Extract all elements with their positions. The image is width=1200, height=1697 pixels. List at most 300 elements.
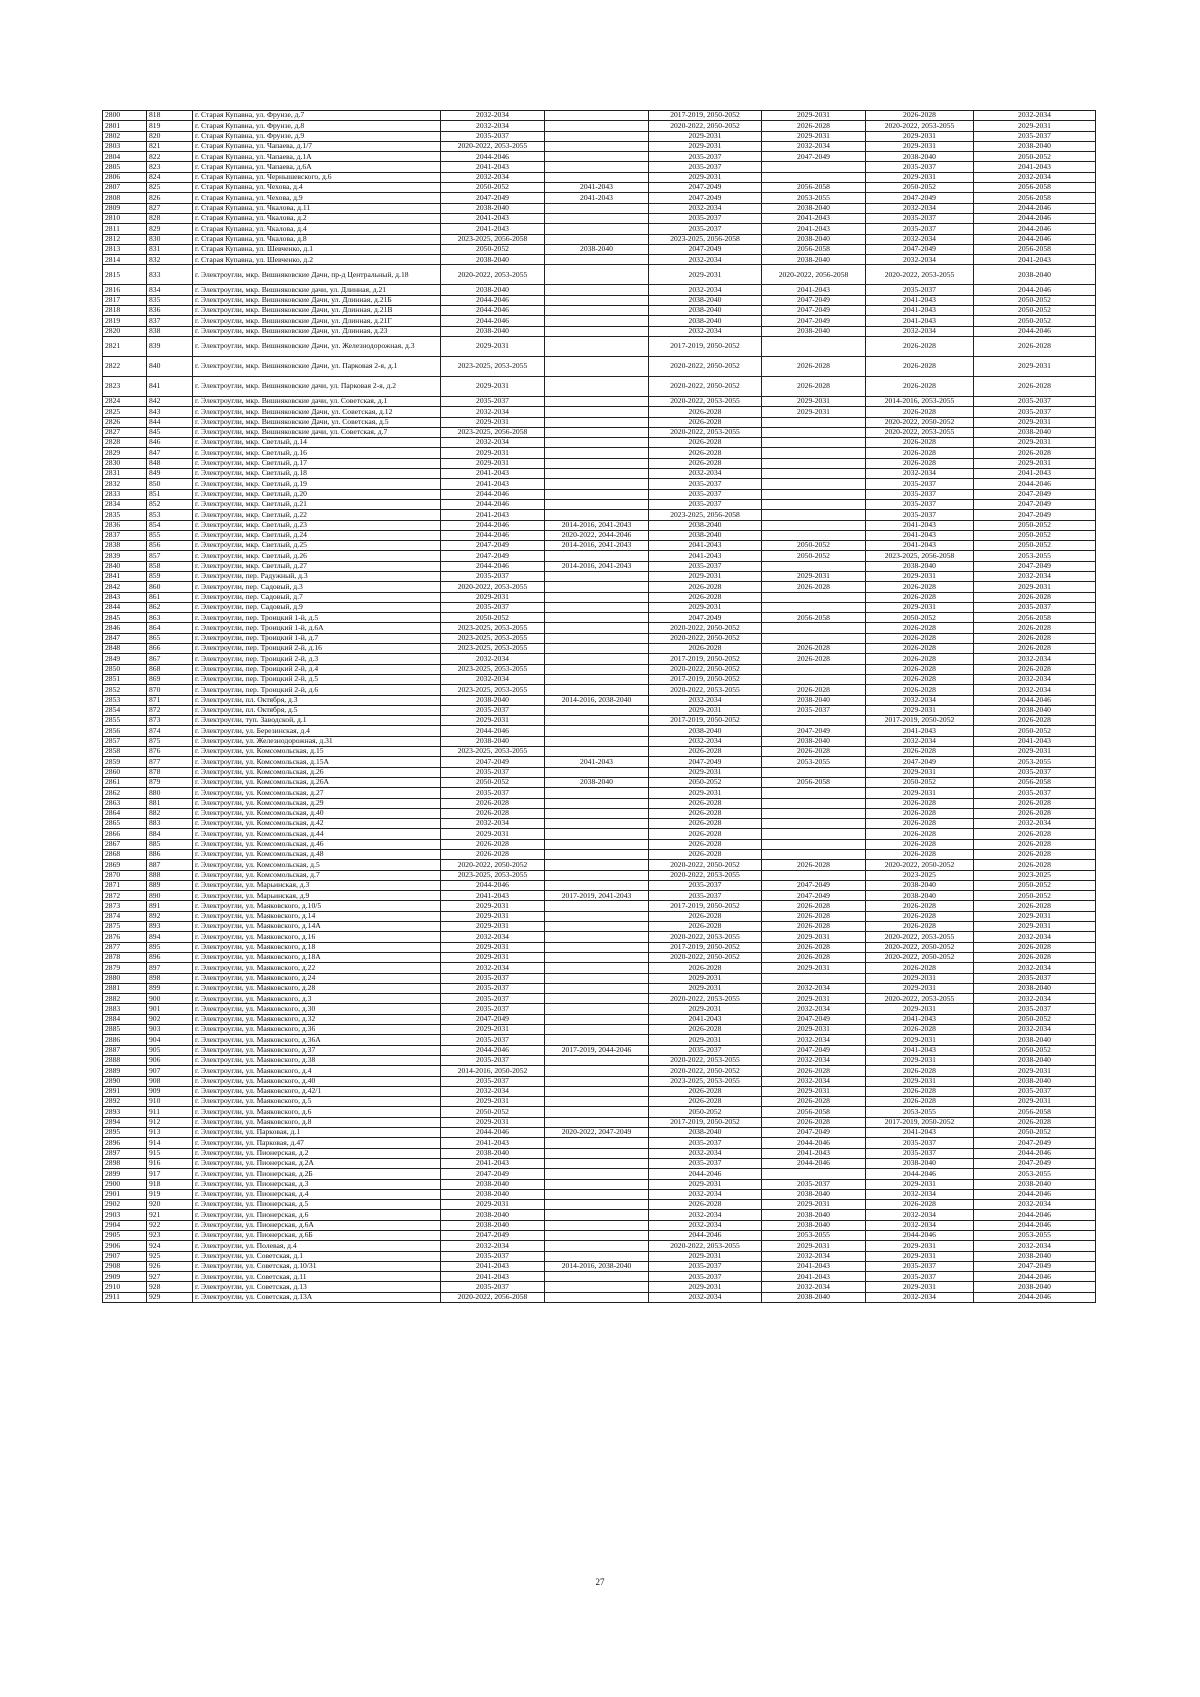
- period-6-cell: 2038-2040: [974, 1035, 1096, 1045]
- row-number-cell: 2808: [103, 193, 147, 203]
- period-1-cell: 2035-2037: [441, 994, 545, 1004]
- period-2-cell: [545, 162, 649, 172]
- period-6-cell: 2026-2028: [974, 901, 1096, 911]
- period-1-cell: 2020-2022, 2053-2055: [441, 265, 545, 285]
- period-5-cell: 2029-2031: [866, 1241, 974, 1251]
- period-4-cell: 2026-2028: [762, 644, 866, 654]
- item-number-cell: 915: [147, 1148, 193, 1158]
- table-row: [103, 427, 1096, 437]
- period-2-cell: [545, 808, 649, 818]
- period-3-cell: 2020-2022, 2053-2055: [649, 1241, 762, 1251]
- table-row: [103, 695, 1096, 705]
- period-5-cell: 2047-2049: [866, 757, 974, 767]
- period-2-cell: [545, 326, 649, 336]
- item-number-cell: 911: [147, 1107, 193, 1117]
- period-2-cell: [545, 121, 649, 131]
- period-6-cell: 2032-2034: [974, 1025, 1096, 1035]
- table-row: [103, 1004, 1096, 1014]
- row-number-cell: 2837: [103, 530, 147, 540]
- period-6-cell: 2047-2049: [974, 1138, 1096, 1148]
- period-6-cell: 2026-2028: [974, 623, 1096, 633]
- period-2-cell: [545, 1169, 649, 1179]
- period-1-cell: 2035-2037: [441, 767, 545, 777]
- period-4-cell: 2047-2049: [762, 891, 866, 901]
- address-cell: г. Электроугли, пер. Троицкий 2-й, д.6: [193, 685, 441, 695]
- period-3-cell: 2020-2022, 2053-2055: [649, 685, 762, 695]
- item-number-cell: 919: [147, 1189, 193, 1199]
- row-number-cell: 2865: [103, 819, 147, 829]
- period-3-cell: 2029-2031: [649, 1035, 762, 1045]
- row-number-cell: 2819: [103, 316, 147, 326]
- period-2-cell: [545, 685, 649, 695]
- address-cell: г. Электроугли, ул. Маяковского, д.18: [193, 942, 441, 952]
- period-4-cell: 2047-2049: [762, 306, 866, 316]
- address-cell: г. Электроугли, ул. Маяковского, д.30: [193, 1004, 441, 1014]
- period-5-cell: 2014-2016, 2053-2055: [866, 396, 974, 406]
- row-number-cell: 2829: [103, 448, 147, 458]
- period-2-cell: [545, 1117, 649, 1127]
- address-cell: г. Электроугли, мкр. Светлый, д.26: [193, 551, 441, 561]
- item-number-cell: 891: [147, 901, 193, 911]
- item-number-cell: 907: [147, 1066, 193, 1076]
- period-4-cell: 2029-2031: [762, 1241, 866, 1251]
- item-number-cell: 913: [147, 1128, 193, 1138]
- period-4-cell: 2056-2058: [762, 183, 866, 193]
- item-number-cell: 883: [147, 819, 193, 829]
- period-5-cell: 2026-2028: [866, 356, 974, 376]
- address-cell: г. Электроугли, ул. Марьинская, д.3: [193, 880, 441, 890]
- table-row: [103, 448, 1096, 458]
- table-row: [103, 417, 1096, 427]
- period-3-cell: 2023-2025, 2056-2058: [649, 510, 762, 520]
- period-6-cell: 2035-2037: [974, 407, 1096, 417]
- table-row: [103, 1086, 1096, 1096]
- period-2-cell: [545, 705, 649, 715]
- period-1-cell: 2035-2037: [441, 1004, 545, 1014]
- period-4-cell: 2032-2034: [762, 1035, 866, 1045]
- period-3-cell: 2023-2025, 2053-2055: [649, 1076, 762, 1086]
- period-3-cell: 2038-2040: [649, 1128, 762, 1138]
- period-1-cell: 2032-2034: [441, 111, 545, 121]
- table-row: [103, 880, 1096, 890]
- address-cell: г. Электроугли, ул. Комсомольская, д.48: [193, 850, 441, 860]
- address-cell: г. Электроугли, ул. Маяковского, д.10/5: [193, 901, 441, 911]
- period-3-cell: 2038-2040: [649, 726, 762, 736]
- address-cell: г. Электроугли, ул. Пионерская, д.6Б: [193, 1230, 441, 1240]
- period-6-cell: 2044-2046: [974, 1189, 1096, 1199]
- item-number-cell: 900: [147, 994, 193, 1004]
- period-3-cell: 2041-2043: [649, 541, 762, 551]
- period-4-cell: 2029-2031: [762, 131, 866, 141]
- period-1-cell: 2047-2049: [441, 541, 545, 551]
- address-cell: г. Электроугли, ул. Березинская, д.4: [193, 726, 441, 736]
- row-number-cell: 2897: [103, 1148, 147, 1158]
- item-number-cell: 870: [147, 685, 193, 695]
- period-1-cell: 2032-2034: [441, 932, 545, 942]
- period-6-cell: 2047-2049: [974, 489, 1096, 499]
- period-5-cell: 2026-2028: [866, 633, 974, 643]
- period-2-cell: [545, 356, 649, 376]
- period-4-cell: [762, 798, 866, 808]
- period-1-cell: 2038-2040: [441, 326, 545, 336]
- period-5-cell: 2041-2043: [866, 530, 974, 540]
- period-4-cell: [762, 427, 866, 437]
- period-6-cell: 2050-2052: [974, 520, 1096, 530]
- period-3-cell: 2035-2037: [649, 891, 762, 901]
- table-row: [103, 716, 1096, 726]
- period-1-cell: 2035-2037: [441, 973, 545, 983]
- period-4-cell: [762, 1169, 866, 1179]
- period-5-cell: 2020-2022, 2053-2055: [866, 994, 974, 1004]
- period-3-cell: 2020-2022, 2053-2055: [649, 1055, 762, 1065]
- table-row: [103, 798, 1096, 808]
- period-6-cell: 2035-2037: [974, 396, 1096, 406]
- period-1-cell: 2029-2031: [441, 716, 545, 726]
- period-2-cell: 2014-2016, 2038-2040: [545, 1261, 649, 1271]
- period-6-cell: 2038-2040: [974, 1251, 1096, 1261]
- period-1-cell: 2020-2022, 2056-2058: [441, 1292, 545, 1302]
- period-4-cell: 2026-2028: [762, 901, 866, 911]
- table-row: [103, 203, 1096, 213]
- table-row: [103, 819, 1096, 829]
- period-3-cell: 2029-2031: [649, 571, 762, 581]
- period-2-cell: 2014-2016, 2041-2043: [545, 541, 649, 551]
- row-number-cell: 2800: [103, 111, 147, 121]
- table-row: [103, 582, 1096, 592]
- period-3-cell: 2038-2040: [649, 316, 762, 326]
- address-cell: г. Электроугли, пер. Троицкий 2-й, д.16: [193, 644, 441, 654]
- period-3-cell: 2017-2019, 2050-2052: [649, 111, 762, 121]
- address-cell: г. Старая Купавна, ул. Чернышевского, д.6: [193, 172, 441, 182]
- item-number-cell: 845: [147, 427, 193, 437]
- row-number-cell: 2810: [103, 213, 147, 223]
- table-row: [103, 295, 1096, 305]
- item-number-cell: 923: [147, 1230, 193, 1240]
- period-1-cell: 2035-2037: [441, 1282, 545, 1292]
- period-1-cell: 2044-2046: [441, 499, 545, 509]
- period-3-cell: 2029-2031: [649, 141, 762, 151]
- period-5-cell: 2029-2031: [866, 1179, 974, 1189]
- period-3-cell: 2026-2028: [649, 839, 762, 849]
- address-cell: г. Электроугли, ул. Маяковского, д.14А: [193, 922, 441, 932]
- period-1-cell: 2029-2031: [441, 592, 545, 602]
- period-6-cell: 2035-2037: [974, 973, 1096, 983]
- table-row: [103, 326, 1096, 336]
- table-row: [103, 1179, 1096, 1189]
- table-row: [103, 1117, 1096, 1127]
- table-row: [103, 973, 1096, 983]
- period-5-cell: 2026-2028: [866, 1066, 974, 1076]
- item-number-cell: 831: [147, 244, 193, 254]
- table-row: [103, 839, 1096, 849]
- period-6-cell: 2029-2031: [974, 438, 1096, 448]
- period-6-cell: 2026-2028: [974, 829, 1096, 839]
- period-1-cell: 2029-2031: [441, 942, 545, 952]
- row-number-cell: 2886: [103, 1035, 147, 1045]
- item-number-cell: 854: [147, 520, 193, 530]
- item-number-cell: 824: [147, 172, 193, 182]
- address-cell: г. Старая Купавна, ул. Фрунзе, д.7: [193, 111, 441, 121]
- period-4-cell: 2038-2040: [762, 1210, 866, 1220]
- period-5-cell: 2050-2052: [866, 183, 974, 193]
- period-1-cell: 2023-2025, 2053-2055: [441, 623, 545, 633]
- period-4-cell: [762, 602, 866, 612]
- table-row: [103, 788, 1096, 798]
- period-5-cell: 2035-2037: [866, 162, 974, 172]
- item-number-cell: 889: [147, 880, 193, 890]
- period-5-cell: 2026-2028: [866, 644, 974, 654]
- period-2-cell: [545, 880, 649, 890]
- table-row: [103, 172, 1096, 182]
- period-5-cell: 2026-2028: [866, 850, 974, 860]
- period-2-cell: [545, 1138, 649, 1148]
- period-4-cell: 2047-2049: [762, 880, 866, 890]
- period-3-cell: 2035-2037: [649, 162, 762, 172]
- period-6-cell: 2044-2046: [974, 224, 1096, 234]
- period-6-cell: 2029-2031: [974, 417, 1096, 427]
- row-number-cell: 2905: [103, 1230, 147, 1240]
- period-4-cell: 2029-2031: [762, 1200, 866, 1210]
- period-5-cell: 2029-2031: [866, 983, 974, 993]
- period-6-cell: 2026-2028: [974, 633, 1096, 643]
- table-row: [103, 458, 1096, 468]
- address-cell: г. Электроугли, мкр. Вишняковские Дачи, ул. Длинная, д.21Г: [193, 316, 441, 326]
- period-2-cell: [545, 674, 649, 684]
- address-cell: г. Старая Купавна, ул. Чкалова, д.8: [193, 234, 441, 244]
- row-number-cell: 2821: [103, 336, 147, 356]
- period-2-cell: [545, 726, 649, 736]
- table-row: [103, 850, 1096, 860]
- period-3-cell: 2017-2019, 2050-2052: [649, 674, 762, 684]
- period-6-cell: 2047-2049: [974, 510, 1096, 520]
- period-5-cell: 2026-2028: [866, 407, 974, 417]
- item-number-cell: 873: [147, 716, 193, 726]
- period-5-cell: 2035-2037: [866, 1148, 974, 1158]
- item-number-cell: 820: [147, 131, 193, 141]
- period-1-cell: 2023-2025, 2053-2055: [441, 747, 545, 757]
- period-2-cell: [545, 316, 649, 326]
- period-6-cell: 2035-2037: [974, 1086, 1096, 1096]
- period-5-cell: 2038-2040: [866, 152, 974, 162]
- period-2-cell: 2017-2019, 2044-2046: [545, 1045, 649, 1055]
- period-6-cell: 2041-2043: [974, 162, 1096, 172]
- address-cell: г. Электроугли, ул. Комсомольская, д.26: [193, 767, 441, 777]
- table-row: [103, 1189, 1096, 1199]
- period-2-cell: [545, 438, 649, 448]
- row-number-cell: 2864: [103, 808, 147, 818]
- period-4-cell: 2020-2022, 2056-2058: [762, 265, 866, 285]
- item-number-cell: 878: [147, 767, 193, 777]
- address-cell: г. Электроугли, мкр. Вишняковские Дачи, ул. Длинная, д.21В: [193, 306, 441, 316]
- table-row: [103, 654, 1096, 664]
- period-2-cell: [545, 458, 649, 468]
- table-row: [103, 162, 1096, 172]
- period-5-cell: 2032-2034: [866, 234, 974, 244]
- period-5-cell: 2029-2031: [866, 1004, 974, 1014]
- period-5-cell: 2029-2031: [866, 973, 974, 983]
- item-number-cell: 862: [147, 602, 193, 612]
- period-5-cell: 2029-2031: [866, 141, 974, 151]
- table-row: [103, 932, 1096, 942]
- period-1-cell: 2050-2052: [441, 1107, 545, 1117]
- item-number-cell: 885: [147, 839, 193, 849]
- period-4-cell: 2047-2049: [762, 726, 866, 736]
- address-cell: г. Электроугли, туп. Заводской, д.1: [193, 716, 441, 726]
- period-2-cell: [545, 111, 649, 121]
- period-5-cell: 2041-2043: [866, 541, 974, 551]
- period-2-cell: [545, 994, 649, 1004]
- address-cell: г. Электроугли, ул. Маяковского, д.8: [193, 1117, 441, 1127]
- period-5-cell: 2026-2028: [866, 664, 974, 674]
- item-number-cell: 825: [147, 183, 193, 193]
- item-number-cell: 917: [147, 1169, 193, 1179]
- period-5-cell: 2029-2031: [866, 1076, 974, 1086]
- table-row: [103, 726, 1096, 736]
- period-2-cell: 2038-2040: [545, 244, 649, 254]
- period-4-cell: 2053-2055: [762, 193, 866, 203]
- row-number-cell: 2907: [103, 1251, 147, 1261]
- period-1-cell: 2014-2016, 2050-2052: [441, 1066, 545, 1076]
- period-1-cell: 2035-2037: [441, 396, 545, 406]
- period-2-cell: [545, 510, 649, 520]
- period-3-cell: 2020-2022, 2050-2052: [649, 623, 762, 633]
- period-5-cell: 2026-2028: [866, 582, 974, 592]
- period-6-cell: 2026-2028: [974, 850, 1096, 860]
- period-4-cell: 2026-2028: [762, 582, 866, 592]
- table-row: [103, 870, 1096, 880]
- period-2-cell: 2017-2019, 2041-2043: [545, 891, 649, 901]
- item-number-cell: 839: [147, 336, 193, 356]
- period-3-cell: 2032-2034: [649, 285, 762, 295]
- period-4-cell: 2056-2058: [762, 613, 866, 623]
- period-1-cell: 2047-2049: [441, 193, 545, 203]
- address-cell: г. Электроугли, ул. Маяковского, д.18А: [193, 952, 441, 962]
- period-1-cell: 2044-2046: [441, 561, 545, 571]
- table-row: [103, 1292, 1096, 1302]
- period-5-cell: 2041-2043: [866, 1014, 974, 1024]
- period-6-cell: 2026-2028: [974, 798, 1096, 808]
- table-row: [103, 623, 1096, 633]
- period-6-cell: 2044-2046: [974, 203, 1096, 213]
- period-6-cell: 2035-2037: [974, 131, 1096, 141]
- period-2-cell: [545, 644, 649, 654]
- item-number-cell: 892: [147, 911, 193, 921]
- address-cell: г. Электроугли, пер. Троицкий 2-й, д.3: [193, 654, 441, 664]
- period-2-cell: [545, 1272, 649, 1282]
- period-1-cell: 2032-2034: [441, 407, 545, 417]
- address-cell: г. Электроугли, мкр. Светлый, д.18: [193, 469, 441, 479]
- period-2-cell: [545, 1292, 649, 1302]
- period-4-cell: 2038-2040: [762, 1220, 866, 1230]
- period-6-cell: 2050-2052: [974, 530, 1096, 540]
- address-cell: г. Электроугли, ул. Советская, д.13: [193, 1282, 441, 1292]
- period-6-cell: 2029-2031: [974, 747, 1096, 757]
- period-5-cell: 2026-2028: [866, 911, 974, 921]
- row-number-cell: 2872: [103, 891, 147, 901]
- address-cell: г. Электроугли, мкр. Вишняковские Дачи, ул. Длинная, д.21Б: [193, 295, 441, 305]
- period-1-cell: 2041-2043: [441, 162, 545, 172]
- period-4-cell: 2047-2049: [762, 152, 866, 162]
- address-cell: г. Электроугли, мкр. Светлый, д.27: [193, 561, 441, 571]
- period-4-cell: 2026-2028: [762, 356, 866, 376]
- item-number-cell: 914: [147, 1138, 193, 1148]
- period-3-cell: 2026-2028: [649, 922, 762, 932]
- table-row: [103, 121, 1096, 131]
- period-3-cell: 2029-2031: [649, 602, 762, 612]
- period-1-cell: 2044-2046: [441, 316, 545, 326]
- period-4-cell: 2032-2034: [762, 1004, 866, 1014]
- period-3-cell: 2029-2031: [649, 705, 762, 715]
- table-row: [103, 1230, 1096, 1240]
- period-3-cell: 2020-2022, 2050-2052: [649, 952, 762, 962]
- row-number-cell: 2822: [103, 356, 147, 376]
- period-4-cell: 2038-2040: [762, 234, 866, 244]
- period-6-cell: 2053-2055: [974, 551, 1096, 561]
- period-5-cell: 2026-2028: [866, 438, 974, 448]
- period-2-cell: [545, 469, 649, 479]
- period-4-cell: [762, 479, 866, 489]
- period-6-cell: 2038-2040: [974, 1179, 1096, 1189]
- period-5-cell: 2026-2028: [866, 685, 974, 695]
- period-6-cell: 2029-2031: [974, 356, 1096, 376]
- row-number-cell: 2873: [103, 901, 147, 911]
- address-cell: г. Электроугли, ул. Маяковского, д.38: [193, 1055, 441, 1065]
- item-number-cell: 853: [147, 510, 193, 520]
- period-1-cell: 2032-2034: [441, 1086, 545, 1096]
- period-4-cell: [762, 469, 866, 479]
- period-1-cell: 2038-2040: [441, 255, 545, 265]
- period-5-cell: 2038-2040: [866, 891, 974, 901]
- period-6-cell: 2026-2028: [974, 942, 1096, 952]
- row-number-cell: 2901: [103, 1189, 147, 1199]
- period-3-cell: 2044-2046: [649, 1169, 762, 1179]
- period-6-cell: 2044-2046: [974, 285, 1096, 295]
- period-4-cell: 2032-2034: [762, 1055, 866, 1065]
- row-number-cell: 2892: [103, 1097, 147, 1107]
- row-number-cell: 2846: [103, 623, 147, 633]
- table-row: [103, 705, 1096, 715]
- period-4-cell: 2038-2040: [762, 736, 866, 746]
- period-2-cell: [545, 265, 649, 285]
- period-4-cell: 2026-2028: [762, 942, 866, 952]
- period-5-cell: 2026-2028: [866, 747, 974, 757]
- item-number-cell: 865: [147, 633, 193, 643]
- period-4-cell: [762, 520, 866, 530]
- period-5-cell: 2041-2043: [866, 295, 974, 305]
- period-5-cell: 2020-2022, 2050-2052: [866, 860, 974, 870]
- row-number-cell: 2888: [103, 1055, 147, 1065]
- address-cell: г. Электроугли, мкр. Вишняковские дачи, ул. Парковая 2-я, д.2: [193, 376, 441, 396]
- period-5-cell: 2041-2043: [866, 520, 974, 530]
- item-number-cell: 884: [147, 829, 193, 839]
- period-3-cell: 2020-2022, 2050-2052: [649, 1066, 762, 1076]
- address-cell: г. Электроугли, мкр. Вишняковские Дачи, ул. Парковая 2-я, д.1: [193, 356, 441, 376]
- period-1-cell: 2020-2022, 2053-2055: [441, 141, 545, 151]
- period-5-cell: 2032-2034: [866, 469, 974, 479]
- period-5-cell: 2038-2040: [866, 880, 974, 890]
- period-2-cell: 2020-2022, 2047-2049: [545, 1128, 649, 1138]
- period-5-cell: 2026-2028: [866, 808, 974, 818]
- period-5-cell: 2050-2052: [866, 613, 974, 623]
- row-number-cell: 2849: [103, 654, 147, 664]
- item-number-cell: 856: [147, 541, 193, 551]
- item-number-cell: 828: [147, 213, 193, 223]
- period-5-cell: 2032-2034: [866, 326, 974, 336]
- address-cell: г. Электроугли, ул. Пионерская, д.6: [193, 1210, 441, 1220]
- table-row: [103, 285, 1096, 295]
- row-number-cell: 2889: [103, 1066, 147, 1076]
- row-number-cell: 2861: [103, 777, 147, 787]
